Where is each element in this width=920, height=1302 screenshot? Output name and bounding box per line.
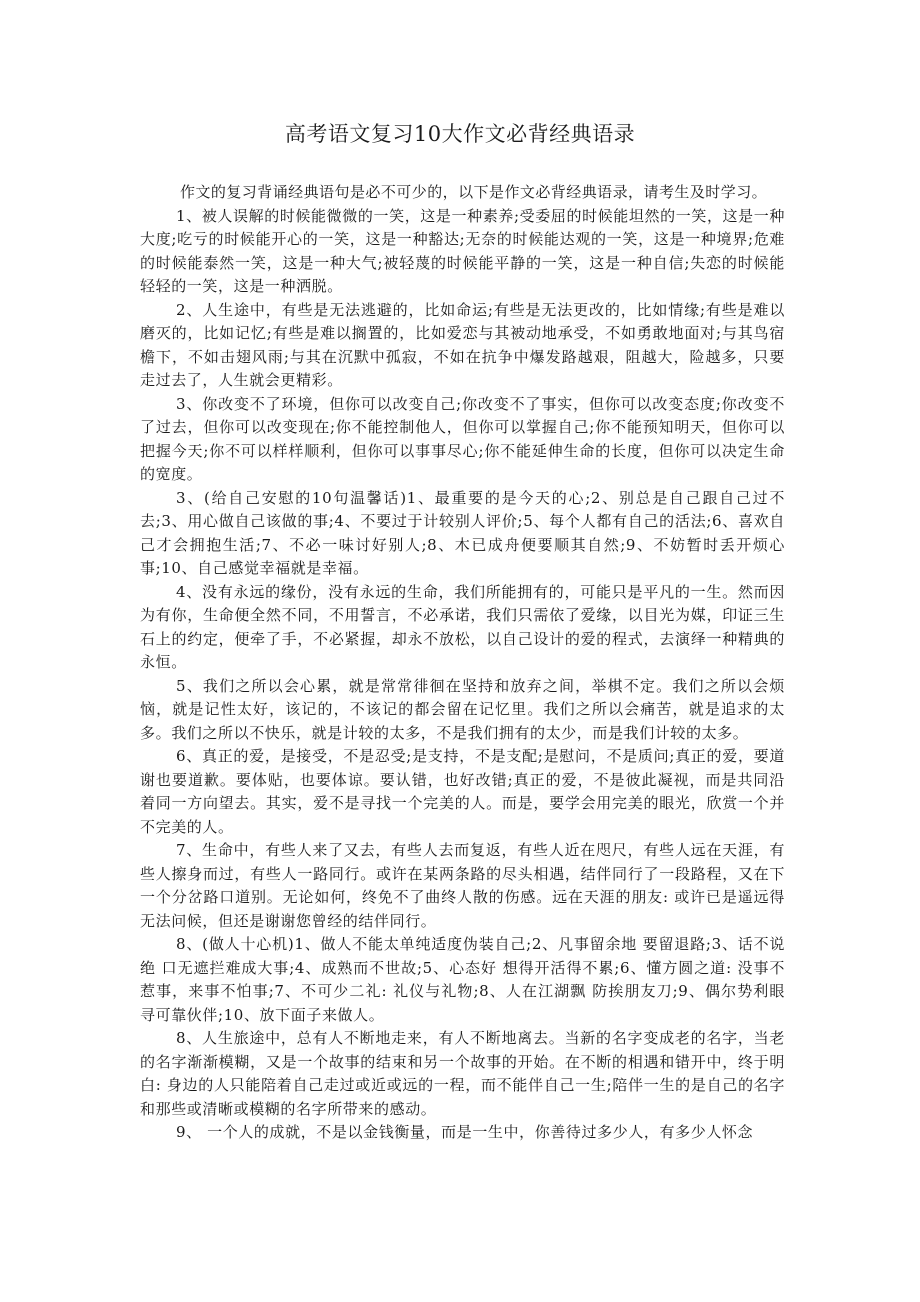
quote-paragraph-7: 7、生命中，有些人来了又去，有些人去而复返，有些人近在咫尺，有些人远在天涯，有些人擦身而过，有些人一路同行。或许在某两条路的尽头相遇，结伴同行了一段路程，又在下一个分岔路口道别。无论如何，终免不了曲终人散的伤感。远在天涯的朋友: 或许已是遥远得无法问候，但还是谢谢您曾经的结伴同行。 [140, 841, 785, 930]
quote-paragraph-8: 8、人生旅途中，总有人不断地走来，有人不断地离去。当新的名字变成老的名字，当老的名字渐渐模糊，又是一个故事的结束和另一个故事的开始。在不断的相遇和错开中，终于明白: 身边的人只能陪着自己走过或近或远的一程，而不能伴自己一生;陪伴一生的是自己的名字和那些或清晰或模糊的名字所带来的感动。 [140, 1029, 785, 1118]
quote-paragraph-3: 3、你改变不了环境，但你可以改变自己;你改变不了事实，但你可以改变态度;你改变不了过去，但你可以改变现在;你不能控制他人，但你可以掌握自己;你不能预知明天，但你可以把握今天;你不可以样样顺利，但你可以事事尽心;你不能延伸生命的长度，但你可以决定生命的宽度。 [140, 394, 785, 483]
intro-paragraph: 作文的复习背诵经典语句是必不可少的，以下是作文必背经典语录，请考生及时学习。 [180, 183, 768, 201]
quote-paragraph-8-tips: 8、(做人十心机)1、做人不能太单纯适度伪装自己;2、凡事留余地 要留退路;3、话不说绝 口无遮拦难成大事;4、成熟而不世故;5、心态好 想得开活得不累;6、懂方圆之道: 没事不惹事，来事不怕事;7、不可少二礼: 礼仪与礼物;8、人在江湖飘 防挨朋友刀;9、偶尔势利眼 寻可靠伙伴;10、放下面子来做人。 [140, 935, 785, 1024]
quote-paragraph-1: 1、被人误解的时候能微微的一笑，这是一种素养;受委屈的时候能坦然的一笑，这是一种大度;吃亏的时候能开心的一笑，这是一种豁达;无奈的时候能达观的一笑，这是一种境界;危难的时候能泰然一笑，这是一种大气;被轻蔑的时候能平静的一笑，这是一种自信;失恋的时候能轻轻的一笑，这是一种洒脱。 [140, 206, 785, 295]
quote-paragraph-9: 9、 一个人的成就，不是以金钱衡量，而是一生中，你善待过多少人，有多少人怀念 [176, 1123, 754, 1141]
quote-paragraph-6: 6、真正的爱，是接受，不是忍受;是支持，不是支配;是慰问，不是质问;真正的爱，要道谢也要道歉。要体贴，也要体谅。要认错，也好改错;真正的爱，不是彼此凝视，而是共同沿着同一方向望去。其实，爱不是寻找一个完美的人。而是，要学会用完美的眼光，欣赏一个并不完美的人。 [140, 747, 785, 836]
quote-paragraph-3-comfort: 3、(给自己安慰的10句温馨话)1、最重要的是今天的心;2、别总是自己跟自己过不去;3、用心做自己该做的事;4、不要过于计较别人评价;5、每个人都有自己的活法;6、喜欢自己才会拥抱生活;7、不必一味讨好别人;8、木已成舟便要顺其自然;9、不妨暂时丢开烦心事;10、自己感觉幸福就是幸福。 [140, 488, 785, 577]
quote-paragraph-5: 5、我们之所以会心累，就是常常徘徊在坚持和放弃之间，举棋不定。我们之所以会烦恼，就是记性太好，该记的，不该记的都会留在记忆里。我们之所以会痛苦，就是追求的太多。我们之所以不快乐，就是计较的太多，不是我们拥有的太少，而是我们计较的太多。 [140, 676, 785, 742]
quote-paragraph-4: 4、没有永远的缘份，没有永远的生命，我们所能拥有的，可能只是平凡的一生。然而因为有你，生命便全然不同，不用誓言，不必承诺，我们只需依了爱缘，以目光为媒，印证三生石上的约定，便牵了手，不必紧握，却永不放松，以自己设计的爱的程式，去演绎一种精典的永恒。 [140, 582, 785, 671]
quote-paragraph-2: 2、人生途中，有些是无法逃避的，比如命运;有些是无法更改的，比如情缘;有些是难以磨灭的，比如记忆;有些是难以搁置的，比如爱恋与其被动地承受，不如勇敢地面对;与其鸟宿檐下，不如击翅风雨;与其在沉默中孤寂，不如在抗争中爆发路越艰，阻越大，险越多，只要走过去了，人生就会更精彩。 [140, 300, 785, 389]
document-body [140, 181, 785, 1145]
document-title: 高考语文复习10大作文必背经典语录 [284, 122, 636, 146]
